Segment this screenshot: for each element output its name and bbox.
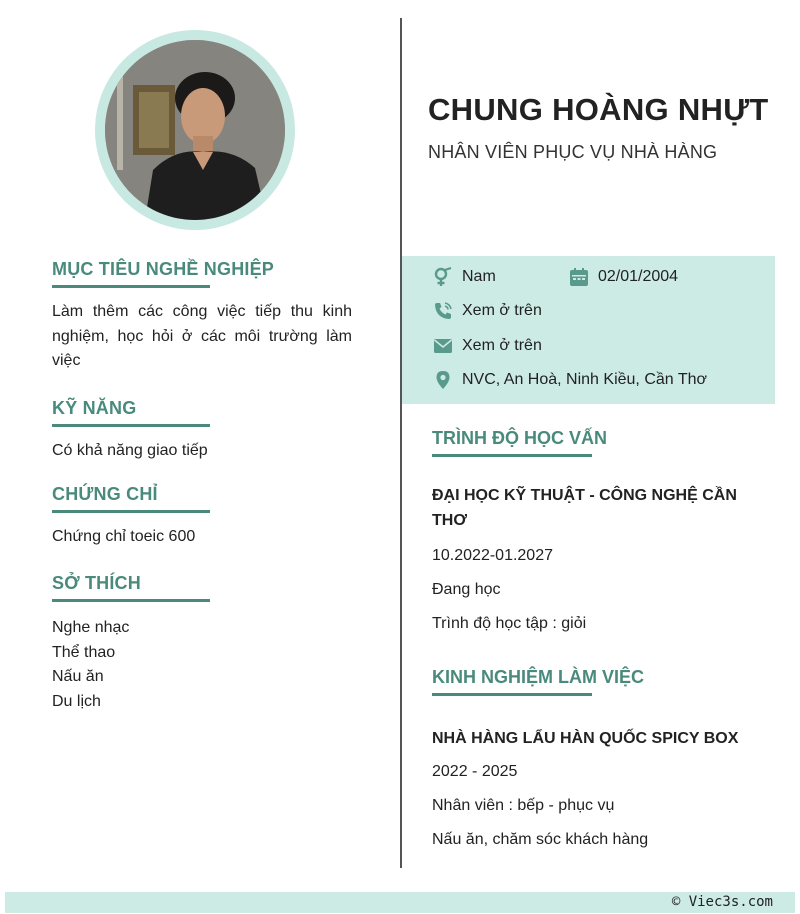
phone-value: Xem ở trên bbox=[462, 302, 542, 319]
hobbies-title: SỞ THÍCH bbox=[52, 573, 141, 593]
address-row bbox=[432, 369, 707, 391]
gender-icon bbox=[432, 266, 454, 288]
experience-period: 2022 - 2025 bbox=[432, 763, 518, 780]
experience-title: KINH NGHIỆM LÀM VIỆC bbox=[432, 667, 645, 687]
contact-panel bbox=[402, 256, 775, 404]
hobbies-section bbox=[52, 573, 352, 714]
address-value: NVC, An Hoà, Ninh Kiều, Cần Thơ bbox=[462, 371, 707, 388]
hobby-item: Nấu ăn bbox=[52, 668, 104, 685]
skills-underline bbox=[52, 424, 210, 427]
hobbies-list bbox=[52, 616, 352, 714]
experience-underline bbox=[432, 693, 592, 696]
experience-section bbox=[432, 667, 762, 849]
objective-underline bbox=[52, 285, 210, 288]
education-underline bbox=[432, 454, 592, 457]
experience-duties: Nấu ăn, chăm sóc khách hàng bbox=[432, 831, 649, 848]
education-school: ĐẠI HỌC KỸ THUẬT - CÔNG NGHỆ CẦN THƠ bbox=[432, 487, 737, 529]
candidate-role: NHÂN VIÊN PHỤC VỤ NHÀ HÀNG bbox=[428, 142, 718, 162]
column-divider bbox=[400, 18, 402, 868]
education-title: TRÌNH ĐỘ HỌC VẤN bbox=[432, 428, 607, 448]
footer-credit: © Viec3s.com bbox=[671, 894, 773, 910]
hobbies-underline bbox=[52, 599, 210, 602]
skills-title: KỸ NĂNG bbox=[52, 398, 137, 418]
experience-position: Nhân viên : bếp - phục vụ bbox=[432, 797, 615, 814]
objective-text: Làm thêm các công việc tiếp thu kinh nghiệm, học hỏi ở các môi trường làm việc bbox=[52, 303, 352, 369]
hobby-item: Nghe nhạc bbox=[52, 619, 130, 636]
email-icon bbox=[432, 335, 454, 357]
objective-title: MỤC TIÊU NGHỀ NGHIỆP bbox=[52, 259, 275, 279]
gender-value: Nam bbox=[462, 268, 496, 285]
experience-company: NHÀ HÀNG LẨU HÀN QUỐC SPICY BOX bbox=[432, 730, 739, 747]
phone-row bbox=[432, 300, 542, 322]
education-period: 10.2022-01.2027 bbox=[432, 547, 553, 564]
skills-text: Có khả năng giao tiếp bbox=[52, 442, 208, 459]
calendar-icon bbox=[568, 266, 590, 288]
birthdate-row bbox=[568, 266, 678, 288]
avatar-photo bbox=[105, 40, 285, 220]
candidate-name: CHUNG HOÀNG NHỰT bbox=[428, 92, 769, 127]
location-pin-icon bbox=[432, 369, 454, 391]
hobby-item: Du lịch bbox=[52, 692, 101, 710]
certificates-text: Chứng chỉ toeic 600 bbox=[52, 528, 196, 545]
objective-section bbox=[52, 259, 352, 374]
phone-icon bbox=[432, 300, 454, 322]
email-value: Xem ở trên bbox=[462, 337, 542, 354]
avatar bbox=[105, 40, 285, 220]
certificates-underline bbox=[52, 510, 210, 513]
certificates-title: CHỨNG CHỈ bbox=[52, 484, 158, 504]
birthdate-value: 02/01/2004 bbox=[598, 268, 679, 285]
hobby-item: Thể thao bbox=[52, 643, 116, 661]
footer-bar bbox=[5, 892, 795, 913]
skills-section bbox=[52, 398, 352, 464]
education-status: Đang học bbox=[432, 581, 501, 598]
education-level: Trình độ học tập : giỏi bbox=[432, 615, 587, 632]
email-row bbox=[432, 335, 542, 357]
certificates-section bbox=[52, 484, 352, 550]
education-section bbox=[432, 428, 762, 633]
gender-row bbox=[432, 266, 496, 288]
